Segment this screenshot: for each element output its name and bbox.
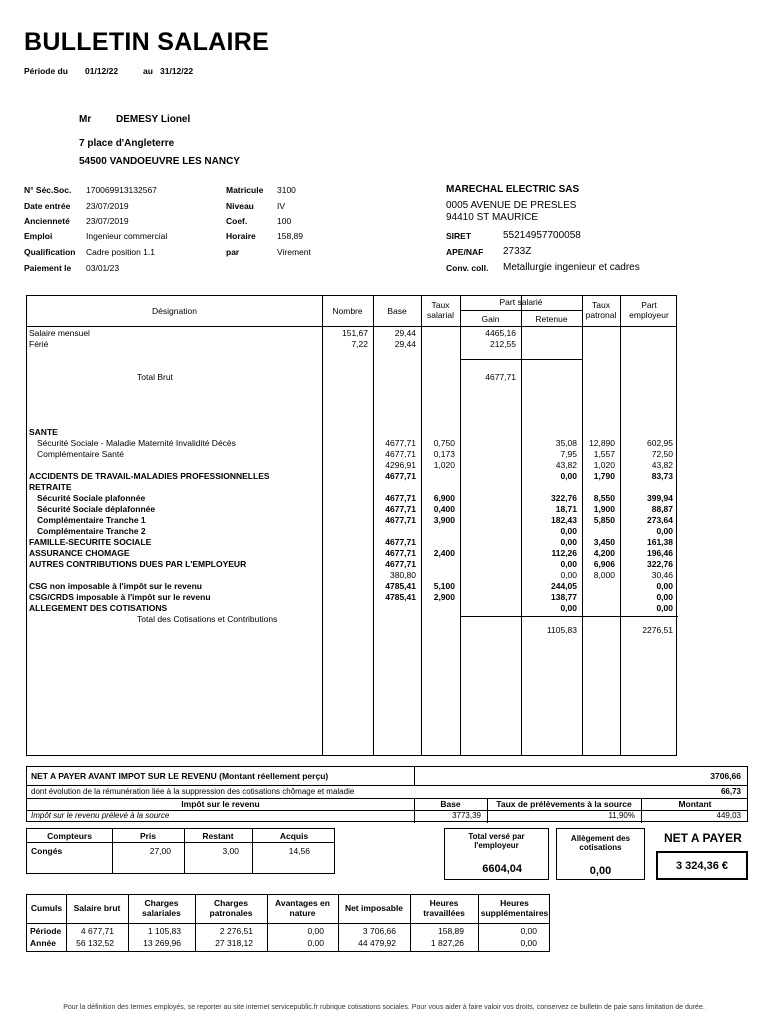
allegement-label: Allègement des cotisations [570,834,631,852]
row-n: 7,22 [351,339,368,349]
table-row [27,603,676,613]
table-row [27,361,676,371]
table-row [27,625,676,635]
row-pe: 322,76 [647,559,673,569]
row-ts: 2,900 [433,592,455,602]
row-ts: 0,400 [433,504,455,514]
cumuls-cell: Année [30,938,56,948]
table-row [27,427,676,437]
company-name: MARECHAL ELECTRIC SAS [446,184,580,195]
table-row [27,339,676,349]
row-base: 4677,71 [385,559,416,569]
row-tp: 1,900 [593,504,615,514]
row-tp: 8,550 [593,493,615,503]
employee-name: DEMESY Lionel [116,114,191,125]
cumuls-cell: 0,00 [307,938,324,948]
info-label: Qualification [24,247,76,257]
row-base: 4785,41 [385,592,416,602]
row-gain: 4677,71 [485,372,516,382]
row-ret: 182,43 [551,515,577,525]
row-base: 4296,91 [385,460,416,470]
info-label: Horaire [226,231,256,241]
impot-montant-header: Montant [678,799,712,809]
row-designation: ACCIDENTS DE TRAVAIL-MALADIES PROFESSIONNELLES [29,471,270,481]
row-pe: 0,00 [656,581,673,591]
row-designation: ASSURANCE CHOMAGE [29,548,130,558]
info-value: 23/07/2019 [86,216,129,226]
row-designation: FAMILLE-SECURITE SOCIALE [29,537,152,547]
row-ret: 0,00 [560,559,577,569]
impot-base-value: 3773,39 [452,811,481,820]
row-designation: ALLEGEMENT DES COTISATIONS [29,603,168,613]
cumuls-cell: 0,00 [520,938,537,948]
row-ret: 35,08 [555,438,577,448]
table-row [27,537,676,547]
row-pe: 0,00 [656,526,673,536]
row-designation: Complémentaire Santé [37,449,124,459]
net-a-payer-box [656,851,748,880]
row-designation: Sécurité Sociale - Maladie Maternité Invalidité Décès [37,438,236,448]
cumuls-header: Avantages en nature [275,898,330,918]
convention-label: Conv. coll. [446,263,489,273]
compteurs-cell: 27,00 [149,846,171,856]
row-base: 4677,71 [385,548,416,558]
row-ts: 6,900 [433,493,455,503]
cumuls-cell: 3 706,66 [362,926,396,936]
employee-address-line1: 7 place d'Angleterre [79,138,175,149]
row-base: 4677,71 [385,515,416,525]
period-to-label: au [143,66,153,76]
ape-value: 2733Z [503,246,532,257]
cumuls-header: Cumuls [30,903,63,913]
cumuls-cell: 56 132,52 [76,938,114,948]
period-from: 01/12/22 [85,66,119,76]
row-designation: Total des Cotisations et Contributions [137,614,278,624]
impot-taux-value: 11,90% [608,811,635,820]
cumuls-header: Heures travaillées [423,898,465,918]
row-pe: 43,82 [651,460,673,470]
compteurs-header: Pris [139,831,157,841]
cumuls-header: Charges salariales [142,898,181,918]
row-pe: 196,46 [647,548,673,558]
info-label: Emploi [24,231,53,241]
document-title: BULLETIN SALAIRE [24,28,270,56]
net-a-payer-value: 3 324,36 € [676,860,728,872]
compteurs-header: Compteurs [47,831,92,841]
header-base: Base [387,306,407,316]
employee-civility: Mr [79,114,92,125]
impot-header: Impôt sur le revenu [181,799,260,809]
row-pe: 72,50 [651,449,673,459]
row-tp: 8,000 [593,570,615,580]
cumuls-header: Net imposable [344,903,404,913]
cumuls-cell: 1 105,83 [147,926,181,936]
row-ts: 3,900 [433,515,455,525]
row-n: 151,67 [342,328,368,338]
company-address-line1: 0005 AVENUE DE PRESLES [446,200,577,211]
info-label: Matricule [226,185,264,195]
info-label: par [226,247,240,257]
row-pe: 161,38 [647,537,673,547]
cumuls-header: Salaire brut [73,903,121,913]
header-nombre: Nombre [332,306,363,316]
header-taux-patronal: Taux patronal [585,300,617,320]
row-designation: CSG non imposable à l'impôt sur le revenu [29,581,203,591]
compteurs-header: Restant [202,831,234,841]
table-row [27,438,676,448]
cumuls-cell: 44 479,92 [358,938,396,948]
table-row [27,405,676,415]
total-verse-box [444,828,549,880]
cumuls-header: Charges patronales [209,898,253,918]
convention-value: Metallurgie ingenieur et cadres [503,262,640,273]
period-to: 31/12/22 [160,66,194,76]
row-ts: 0,173 [433,449,455,459]
row-base: 4677,71 [385,493,416,503]
net-section [26,766,748,822]
header-retenue: Retenue [535,314,568,324]
net-before-tax-label: NET A PAYER AVANT IMPOT SUR LE REVENU (Montant réellement perçu) [31,771,329,781]
row-ret: 18,71 [555,504,577,514]
row-tp: 3,450 [593,537,615,547]
compteurs-table [26,828,335,874]
row-pe: 88,87 [651,504,673,514]
row-ret: 112,26 [551,548,577,558]
row-designation: AUTRES CONTRIBUTIONS DUES PAR L'EMPLOYEUR [29,559,247,569]
table-row [27,383,676,393]
impot-base-header: Base [440,799,461,809]
row-designation: RETRAITE [29,482,72,492]
row-base: 29,44 [394,328,416,338]
cumuls-cell: 158,89 [438,926,464,936]
cumuls-cell: 0,00 [520,926,537,936]
row-tp: 5,850 [593,515,615,525]
table-row [27,416,676,426]
cumuls-cell: 27 318,12 [215,938,253,948]
table-row [27,471,676,481]
info-value: 158,89 [277,231,303,241]
header-part-salarie: Part salarié [499,297,543,307]
row-designation: Complémentaire Tranche 2 [37,526,146,536]
row-base: 4677,71 [385,438,416,448]
header-taux-salarial: Taux salarial [427,300,454,320]
info-label: Paiement le [24,263,72,273]
info-value: Ingenieur commercial [86,231,168,241]
row-designation: CSG/CRDS imposable à l'impôt sur le revenu [29,592,211,602]
row-ret: 0,00 [560,603,577,613]
table-row [27,515,676,525]
row-ret: 0,00 [560,570,577,580]
info-label: Ancienneté [24,216,70,226]
cumuls-cell: Période [30,926,62,936]
ape-label: APE/NAF [446,247,484,257]
info-value: 100 [277,216,292,226]
cumuls-cell: 2 276,51 [219,926,253,936]
info-value: 170069913132567 [86,185,157,195]
compteurs-cell: 3,00 [222,846,239,856]
row-base: 29,44 [394,339,416,349]
row-gain: 212,55 [490,339,516,349]
table-row [27,482,676,492]
payslip-table [26,295,677,756]
cumuls-header: Heures supplémentaires [480,898,549,918]
header-designation: Désignation [152,306,197,316]
info-value: Cadre position 1.1 [86,247,155,257]
row-pe: 0,00 [656,603,673,613]
row-ret: 0,00 [560,526,577,536]
total-verse-value: 6604,04 [482,863,522,875]
row-designation: Salaire mensuel [29,328,90,338]
row-ret: 322,76 [551,493,577,503]
company-address-line2: 94410 ST MAURICE [446,212,539,223]
row-designation: Total Brut [137,372,173,382]
row-base: 4677,71 [385,449,416,459]
table-row [27,328,676,338]
row-designation: Sécurité Sociale déplafonnée [37,504,156,514]
net-a-payer-label: NET A PAYER [664,831,742,845]
total-verse-label: Total versé par l'employeur [468,832,525,850]
row-base: 4677,71 [385,504,416,514]
header-gain: Gain [481,314,500,324]
row-tp: 4,200 [593,548,615,558]
allegement-box [556,828,645,880]
cumuls-cell: 4 677,71 [80,926,114,936]
row-pe: 273,64 [647,515,673,525]
net-before-tax-value: 3706,66 [710,771,741,781]
row-pe: 0,00 [656,592,673,602]
row-ts: 1,020 [433,460,455,470]
row-base: 4677,71 [385,537,416,547]
row-pe: 602,95 [647,438,673,448]
siret-value: 55214957700058 [503,230,581,241]
row-base: 4677,71 [385,471,416,481]
table-row [27,460,676,470]
info-label: Coef. [226,216,248,226]
cumuls-cell: 1 827,26 [430,938,464,948]
row-designation: Sécurité Sociale plafonnée [37,493,146,503]
info-label: Date entrée [24,201,71,211]
info-value: 03/01/23 [86,263,120,273]
employee-address-line2: 54500 VANDOEUVRE LES NANCY [79,156,240,167]
table-row [27,548,676,558]
row-pe: 30,46 [651,570,673,580]
info-label: N° Séc.Soc. [24,185,72,195]
header-part-employeur: Part employeur [629,300,669,320]
siret-label: SIRET [446,231,472,241]
row-tp: 6,906 [593,559,615,569]
row-ret: 43,82 [555,460,577,470]
row-designation: SANTE [29,427,58,437]
table-row [27,559,676,569]
row-base: 380,80 [390,570,416,580]
table-row [27,581,676,591]
row-ret: 0,00 [560,471,577,481]
footer-note: Pour la définition des termes employés, se reporter au site internet servicepublic.fr rubrique cotisations sociales. Pour vous aider à faire valoir vos droits, conservez ce bulletin de paie sans limitation de durée. [63,1004,705,1011]
info-value: Virement [277,247,311,257]
row-ts: 2,400 [433,548,455,558]
table-row [27,592,676,602]
row-pe: 83,73 [651,471,673,481]
period-from-label: Période du [24,66,68,76]
row-base: 4785,41 [385,581,416,591]
table-row [27,504,676,514]
row-designation: Complémentaire Tranche 1 [37,515,146,525]
cumuls-cell: 0,00 [307,926,324,936]
row-ret: 1105,83 [546,625,577,635]
info-label: Niveau [226,201,254,211]
row-ret: 244,05 [551,581,577,591]
row-ts: 0,750 [433,438,455,448]
cumuls-cell: 13 269,96 [143,938,181,948]
info-value: 23/07/2019 [86,201,129,211]
compteurs-cell: Congés [31,846,63,856]
impot-montant-value: 449,03 [716,811,741,820]
compteurs-cell: 14,56 [288,846,310,856]
allegement-value: 0,00 [589,865,612,877]
table-row [27,449,676,459]
table-row [27,394,676,404]
row-ret: 0,00 [560,537,577,547]
row-ret: 7,95 [560,449,577,459]
table-row [27,526,676,536]
impot-taux-header: Taux de prélèvements à la source [496,799,632,809]
row-tp: 12,890 [589,438,615,448]
evolution-label: dont évolution de la rémunération liée à la suppression des cotisations chômage et maladie [31,787,355,796]
table-row [27,493,676,503]
info-value: IV [277,201,286,211]
row-tp: 1,790 [593,471,615,481]
table-row [27,372,676,382]
evolution-value: 66,73 [720,787,741,796]
row-pe: 2276,51 [642,625,673,635]
row-ts: 5,100 [433,581,455,591]
row-ret: 138,77 [551,592,577,602]
impot-row-label: Impôt sur le revenu prélevé à la source [31,811,170,820]
row-pe: 399,94 [647,493,673,503]
row-designation: Férié [29,339,49,349]
compteurs-header: Acquis [279,831,309,841]
row-tp: 1,020 [593,460,615,470]
cumuls-table [26,894,550,952]
row-tp: 1,557 [593,449,615,459]
row-gain: 4465,16 [485,328,516,338]
info-value: 3100 [277,185,296,195]
table-row [27,570,676,580]
